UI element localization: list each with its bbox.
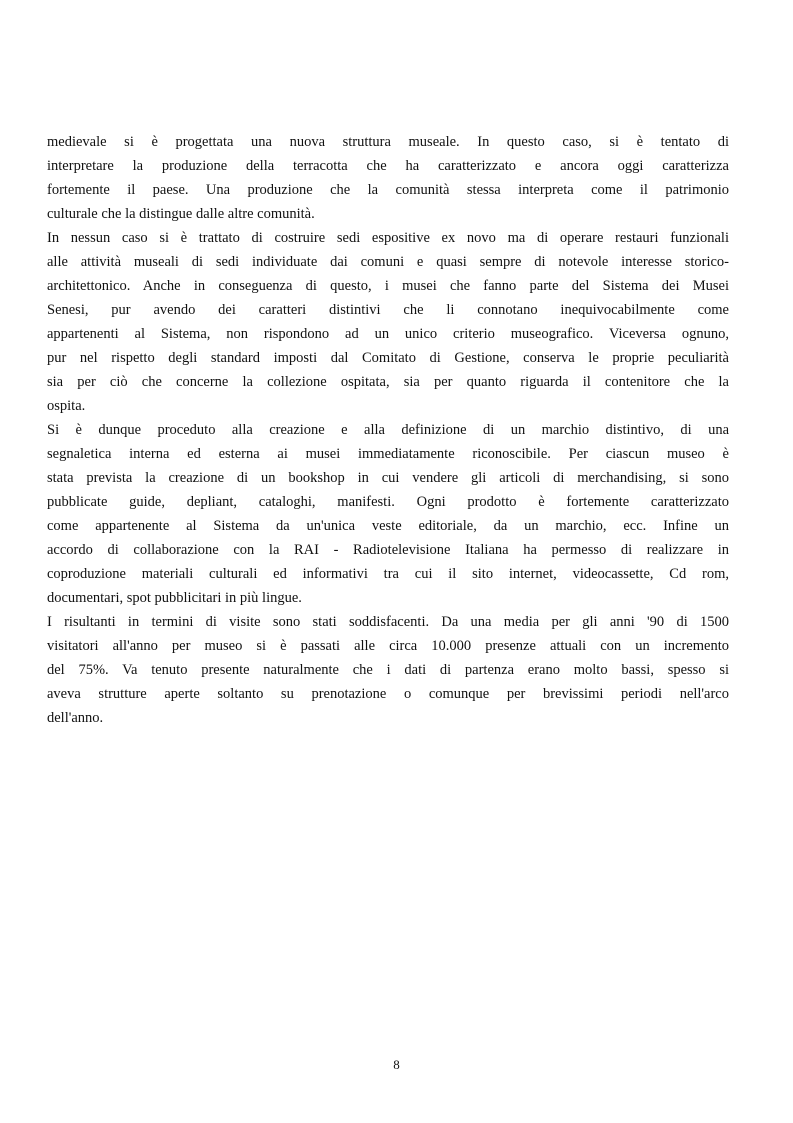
text-line: stata prevista la creazione di un bookshop in cui vendere gli articoli di merchandising, si sono [47, 470, 729, 486]
text-line: In nessun caso si è trattato di costruire sedi espositive ex novo ma di operare restauri funzionali [47, 230, 729, 246]
text-line: ospita. [47, 398, 86, 414]
text-line: sia per ciò che concerne la collezione ospitata, sia per quanto riguarda il contenitore che la [47, 374, 729, 390]
text-line: I risultanti in termini di visite sono stati soddisfacenti. Da una media per gli anni '90 di 1500 [47, 614, 729, 630]
text-line: del 75%. Va tenuto presente naturalmente che i dati di partenza erano molto bassi, spesso si [47, 662, 729, 678]
text-line: aveva strutture aperte soltanto su prenotazione o comunque per brevissimi periodi nell'arco [47, 686, 729, 702]
text-line: Senesi, pur avendo dei caratteri distintivi che li connotano inequivocabilmente come [47, 302, 729, 318]
text-line: medievale si è progettata una nuova struttura museale. In questo caso, si è tentato di [47, 134, 729, 150]
text-line: documentari, spot pubblicitari in più lingue. [47, 590, 302, 606]
text-line: accordo di collaborazione con la RAI - Radiotelevisione Italiana ha permesso di realizzare in [47, 542, 729, 558]
text-line: pubblicate guide, depliant, cataloghi, manifesti. Ogni prodotto è fortemente caratterizzato [47, 494, 729, 510]
paragraph-3 [47, 418, 729, 610]
paragraph-1 [47, 130, 729, 226]
text-line: appartenenti al Sistema, non rispondono ad un unico criterio museografico. Viceversa ognuno, [47, 326, 729, 342]
text-line: Si è dunque proceduto alla creazione e alla definizione di un marchio distintivo, di una [47, 422, 729, 438]
text-line: pur nel rispetto degli standard imposti dal Comitato di Gestione, conserva le proprie peculiarità [47, 350, 729, 366]
text-line: architettonico. Anche in conseguenza di questo, i musei che fanno parte del Sistema dei Musei [47, 278, 729, 294]
text-line: alle attività museali di sedi individuate dai comuni e quasi sempre di notevole interesse storico- [47, 254, 729, 270]
text-line: dell'anno. [47, 710, 104, 726]
text-line: come appartenente al Sistema da un'unica veste editoriale, da un marchio, ecc. Infine un [47, 518, 729, 534]
body-text [47, 130, 729, 730]
text-line: coproduzione materiali culturali ed informativi tra cui il sito internet, videocassette, Cd rom, [47, 566, 729, 582]
page-number: 8 [393, 1057, 400, 1072]
text-line: fortemente il paese. Una produzione che la comunità stessa interpreta come il patrimonio [47, 182, 729, 198]
paragraph-2 [47, 226, 729, 418]
text-line: interpretare la produzione della terracotta che ha caratterizzato e ancora oggi caratterizza [47, 158, 729, 174]
text-line: visitatori all'anno per museo si è passati alle circa 10.000 presenze attuali con un incremento [47, 638, 729, 654]
paragraph-4 [47, 610, 729, 730]
text-line: culturale che la distingue dalle altre comunità. [47, 206, 315, 222]
text-line: segnaletica interna ed esterna ai musei immediatamente riconoscibile. Per ciascun museo è [47, 446, 729, 462]
